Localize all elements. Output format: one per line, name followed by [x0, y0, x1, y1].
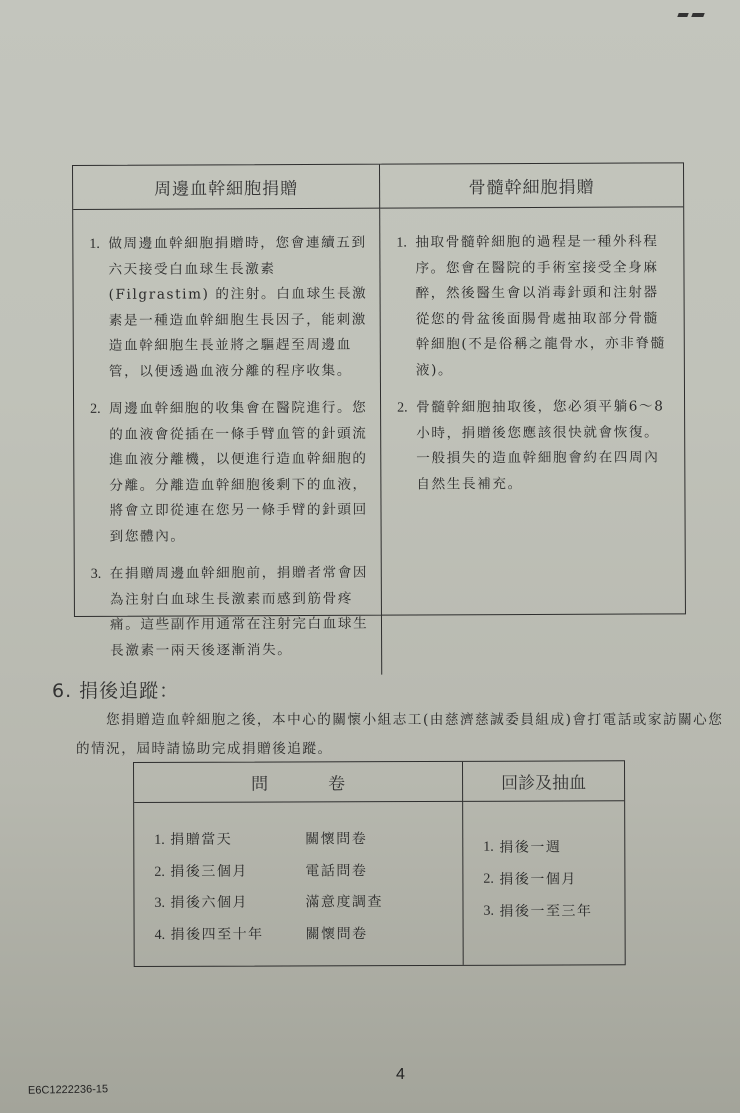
- row-number: 1.: [483, 839, 494, 855]
- header-char: 卷: [328, 774, 346, 795]
- item-text: 做周邊血幹細胞捐贈時，您會連續五到六天接受白血球生長激素(Filgrastim) 的注射。白血球生長激素是一種造血幹細胞生長因子，能刺激造血幹細胞生長並將之驅趕至周邊血管，以便透過血液分離的程序收集。: [108, 234, 368, 380]
- item-text: 在捐贈周邊血幹細胞前，捐贈者常會因為注射白血球生長激素而感到筋骨疼痛。這些副作用通常在注射完白血球生長激素一兩天後逐漸消失。: [109, 564, 369, 659]
- followup-table: [133, 760, 626, 967]
- bone-marrow-header: 骨髓幹細胞捐贈: [380, 163, 683, 208]
- questionnaire-cell: [134, 802, 464, 966]
- section-title: 6. 捐後追蹤：: [52, 680, 180, 702]
- table-row: [154, 824, 462, 857]
- row-number: 2.: [483, 871, 494, 887]
- row-timing: 捐贈當天: [170, 831, 233, 848]
- revisit-header: 回診及抽血: [463, 761, 624, 802]
- item-number: 1.: [89, 236, 100, 252]
- row-number: 1.: [154, 832, 165, 848]
- pbsc-cell: [73, 209, 382, 676]
- row-number: 3.: [154, 895, 166, 911]
- list-item: [91, 561, 371, 664]
- bone-marrow-cell: [380, 207, 685, 674]
- row-timing: 捐後三個月: [170, 863, 248, 880]
- item-text: 抽取骨髓幹細胞的過程是一種外科程序。您會在醫院的手術室接受全身麻醉，然後醫生會以消毒針頭和注射器從您的骨盆後面腸骨處抽取部分骨髓幹細胞(不是俗稱之龍骨水，亦非脊髓液)。: [415, 233, 666, 379]
- page-number: 4: [396, 1066, 405, 1083]
- row-activity: 滿意度調查: [305, 894, 384, 911]
- revisit-cell: [463, 801, 625, 965]
- row-activity: 關懷問卷: [305, 925, 368, 942]
- row-number: 3.: [483, 903, 495, 919]
- list-item: [396, 229, 674, 383]
- list-item: [397, 394, 674, 497]
- row-activity: 電話問卷: [305, 862, 368, 879]
- document-code: E6C1222236-15: [27, 1083, 109, 1097]
- item-text: 骨髓幹細胞抽取後，您必須平躺6～8小時，捐贈後您應該很快就會恢復。一般損失的造血幹細胞會約在四周內自然生長補充。: [416, 398, 665, 493]
- page-corner-mark: [678, 2, 710, 8]
- section-paragraph: 您捐贈造血幹細胞之後，本中心的關懷小組志工(由慈濟慈誠委員組成)會打電話或家訪關心您的情況，屆時請協助完成捐贈後追蹤。: [76, 712, 724, 757]
- item-number: 2.: [397, 400, 408, 416]
- row-timing: 捐後一週: [499, 839, 562, 856]
- item-number: 1.: [396, 235, 407, 251]
- pbsc-header: 周邊血幹細胞捐贈: [73, 165, 380, 210]
- donation-comparison-table: [72, 162, 686, 659]
- row-timing: 捐後四至十年: [170, 926, 264, 943]
- table-row: [483, 831, 624, 863]
- table-row: [483, 863, 624, 895]
- list-item: [89, 231, 370, 385]
- row-number: 2.: [154, 864, 165, 880]
- table-row: [154, 855, 462, 888]
- item-number: 2.: [90, 401, 101, 417]
- row-timing: 捐後六個月: [170, 894, 249, 911]
- item-number: 3.: [90, 566, 102, 582]
- header-char: 問: [251, 774, 269, 795]
- row-number: 4.: [154, 927, 166, 943]
- row-timing: 捐後一個月: [499, 871, 577, 888]
- table-row: [483, 895, 624, 927]
- questionnaire-header: [134, 762, 463, 803]
- table-row: [155, 918, 463, 951]
- list-item: [90, 396, 371, 550]
- row-activity: 關懷問卷: [305, 831, 368, 848]
- item-text: 周邊血幹細胞的收集會在醫院進行。您的血液會從插在一條手臂血管的針頭流進血液分離機，以便進行造血幹細胞的分離。分離造血幹細胞後剩下的血液，將會立即從連在您另一條手臂的針頭回到您體內。: [109, 399, 368, 545]
- row-timing: 捐後一至三年: [499, 903, 593, 920]
- table-row: [154, 887, 462, 920]
